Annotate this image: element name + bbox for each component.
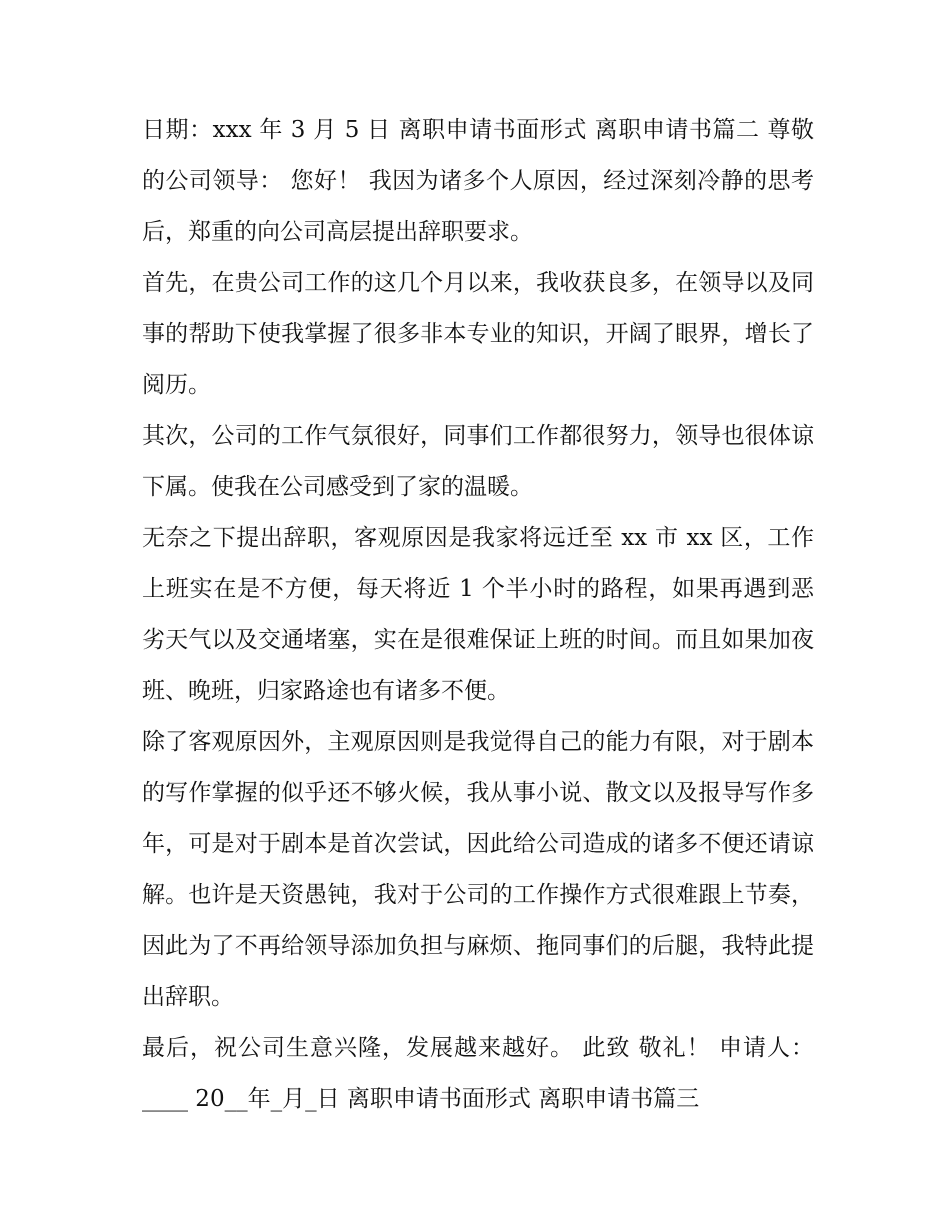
document-body <box>142 105 814 1125</box>
paragraph-intro: 日期：xxx 年 3 月 5 日 离职申请书面形式 离职申请书篇二 尊敬的公司领导： 您好！ 我因为诸多个人原因，经过深刻冷静的思考后，郑重的向公司高层提出辞职要求。 <box>142 117 814 245</box>
paragraph-objective-reason: 无奈之下提出辞职，客观原因是我家将远迁至 xx 市 xx 区，工作上班实在是不方便，每天将近 1 个半小时的路程，如果再遇到恶劣天气以及交通堵塞，实在是很难保证上班的时间。而且如果加夜班、晚班，归家路途也有诸多不便。 <box>142 525 814 704</box>
paragraph-closing: 最后，祝公司生意兴隆，发展越来越好。 此致 敬礼！ 申请人：____ 20__年_月_日 离职申请书面形式 离职申请书篇三 <box>142 1035 814 1112</box>
paragraph-second: 其次，公司的工作气氛很好，同事们工作都很努力，领导也很体谅下属。使我在公司感受到了家的温暖。 <box>142 423 814 500</box>
paragraph-first: 首先，在贵公司工作的这几个月以来，我收获良多，在领导以及同事的帮助下使我掌握了很多非本专业的知识，开阔了眼界，增长了阅历。 <box>142 270 814 398</box>
paragraph-subjective-reason: 除了客观原因外，主观原因则是我觉得自己的能力有限，对于剧本的写作掌握的似乎还不够火候，我从事小说、散文以及报导写作多年，可是对于剧本是首次尝试，因此给公司造成的诸多不便还请谅解。也许是天资愚钝，我对于公司的工作操作方式很难跟上节奏，因此为了不再给领导添加负担与麻烦、拖同事们的后腿，我特此提出辞职。 <box>142 729 814 1010</box>
